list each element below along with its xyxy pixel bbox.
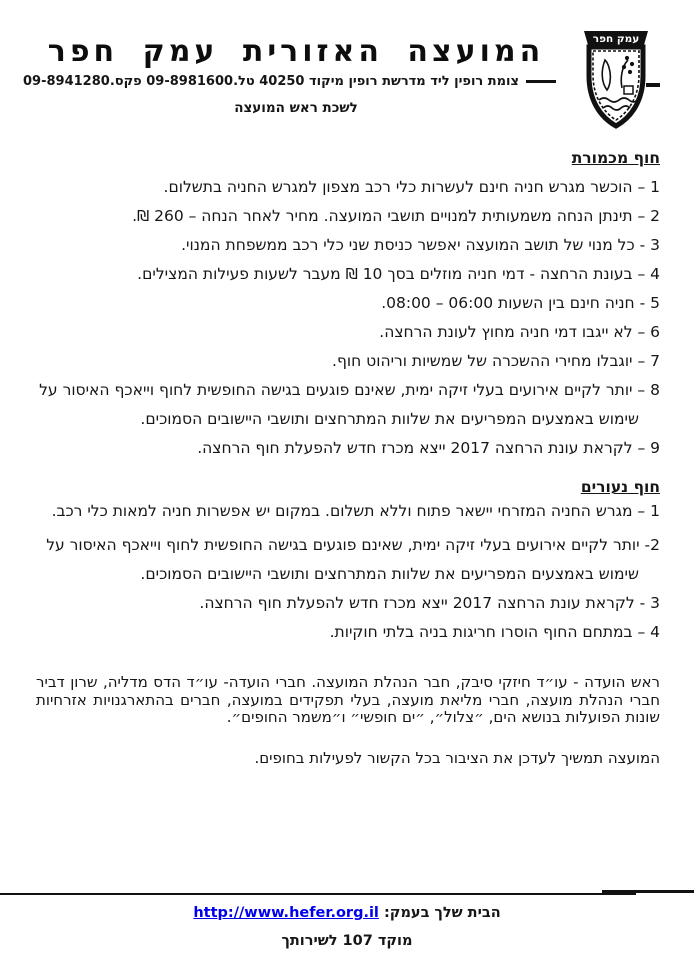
section-title-neurim: חוף נעורים (580, 478, 660, 496)
footer-rule-thick (602, 890, 694, 893)
list-item: 9 – לקראת עונת הרחצה 2017 ייצא מכרז חדש להפעלת חוף הרחצה. (197, 439, 660, 457)
list-item: 3 - כל מנוי של תושב המועצה יאפשר כניסת שני כלי רכב ממשפחת המנוי. (181, 236, 660, 254)
page-title: המועצה האזורית עמק חפר (47, 34, 545, 69)
address-line: צומת רופין ליד מדרשת רופין מיקוד 40250 טל.09-8981600 פקס.09-8941280 (23, 74, 519, 89)
list-item: 4 – במתחם החוף הוסרו חריגות בניה בלתי חוקיות. (329, 623, 660, 641)
list-item: 2 – תינתן הנחה משמעותית למנויים תושבי המועצה. מחיר לאחר הנחה – 260 ₪. (132, 207, 660, 225)
footer-rule-thin (0, 893, 636, 895)
list-item: 4 – בעונת הרחצה - דמי חניה מוזלים בסך 10 ₪ מעבר לשעות פעילות המצילים. (137, 265, 660, 283)
emblem-fruit (630, 62, 634, 66)
council-emblem-logo (568, 30, 660, 134)
list-item: 3 - לקראת עונת הרחצה 2017 ייצא מכרז חדש להפעלת חוף הרחצה. (199, 594, 660, 612)
list-item: 5 - חניה חינם בין השעות 06:00 – 08:00. (381, 294, 660, 312)
list-item: 1 – הוכשר מגרש חניה חינם לעשרות כלי רכב מצפון למגרש החניה בתשלום. (163, 178, 660, 196)
emblem-icon (572, 30, 660, 130)
department-line: לשכת ראש המועצה (234, 100, 358, 116)
emblem-fruit (628, 70, 632, 74)
list-item: 2- יותר לקיים אירועים בעלי זיקה ימית, שאינם פוגעים בגישה החופשית לחוף וייאכף האיסור על שימוש באמצעים המפריעים את שלוות המתרחצים ותושבי היישובים הסמוכים. (46, 536, 660, 583)
footer-home-line (0, 905, 694, 921)
list-item: 1 – מגרש החניה המזרחי יישאר פתוח וללא תשלום. במקום יש אפשרות חניה למאות כלי רכב. (51, 502, 660, 520)
emblem-fruit (622, 65, 626, 69)
hefer-website-link[interactable]: http://www.hefer.org.il (193, 905, 379, 921)
footer-hotline: מוקד 107 לשירותך (281, 933, 413, 949)
emblem-banner-text: עמק חפר (592, 33, 640, 45)
margin-dash-mark (646, 83, 660, 87)
page-footer (0, 890, 694, 949)
footer-rule (0, 890, 694, 895)
update-paragraph: המועצה תמשיך לעדכן את הציבור בכל הקשור לפעילות בחופים. (254, 748, 660, 767)
emblem-fruit (625, 56, 629, 60)
footer-home-label: הבית שלך בעמק: (383, 905, 501, 921)
list-item: 6 – לא ייגבו דמי חניה מחוץ לעונת הרחצה. (379, 323, 660, 341)
committee-paragraph: ראש הועדה - עו״ד חיזקי סיבק, חבר הנהלת המועצה. חברי הועדה- עו״ד הדס מדליה, שרון דביר חברי הנהלת מועצה, חברי מליאת מועצה, בעלי תפקידים במועצה, חברים בהתארגנויות אזרחיות שונות הפועלות בנושא הים, ״צלול״, ״ים חופשי״ ו״משמר החופים״. (36, 673, 660, 726)
list-item: 7 – יוגבלו מחירי ההשכרה של שמשיות וריהוט חוף. (332, 352, 660, 370)
section-title-michmoret: חוף מכמורת (571, 149, 660, 167)
emblem-shield-outline (589, 47, 643, 126)
address-rule-right (526, 80, 556, 83)
letterhead (23, 30, 660, 134)
address-row (23, 74, 556, 89)
list-item: 8 – יותר לקיים אירועים בעלי זיקה ימית, שאינם פוגעים בגישה החופשית לחוף וייאכף האיסור על שימוש באמצעים המפריעים את שלוות המתרחצים ותושבי היישובים הסמוכים. (39, 381, 660, 428)
